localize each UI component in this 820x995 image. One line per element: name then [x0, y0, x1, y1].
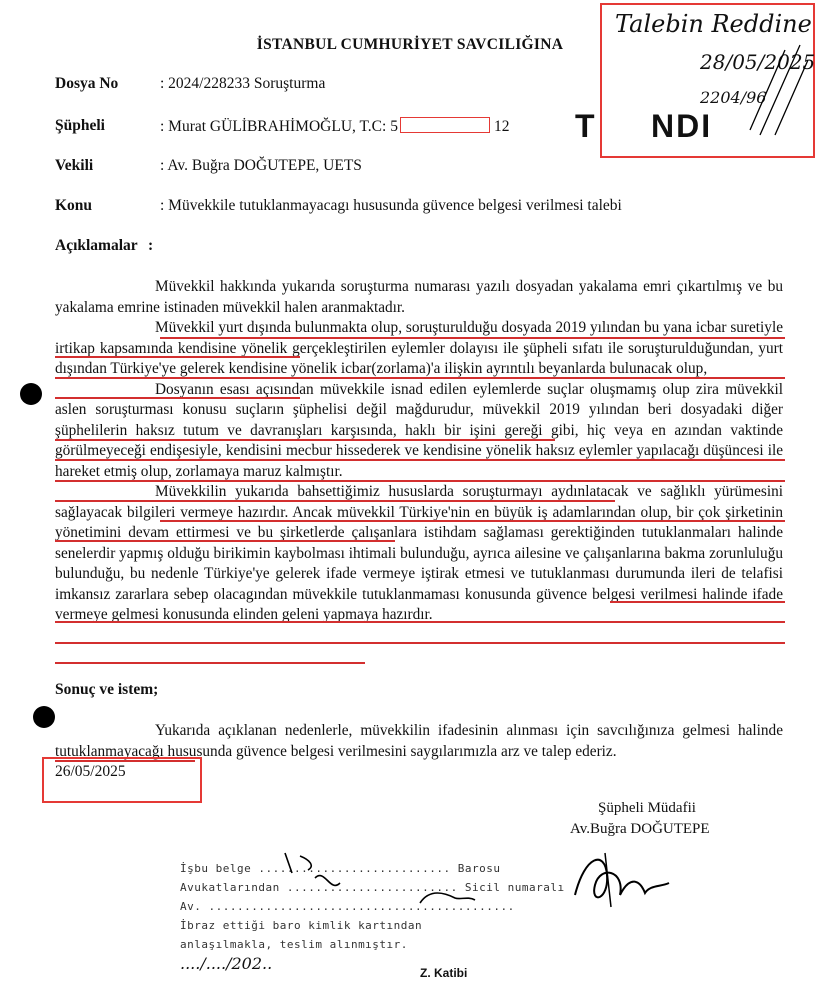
bar-stamp-handwriting-icon — [270, 848, 480, 923]
field-value-suspect — [160, 117, 509, 136]
conclusion-text: Yukarıda açıklanan nedenlerle, müvekkilin ifadesinin alınması için savcılığınıza gelmesi halinde tutuklanmayacağı hususunda güvence belgesi verilmesini saygılarımızla arz ve talep ederiz. — [55, 722, 783, 760]
field-label-file-no: Dosya No — [55, 75, 119, 92]
underline-mark — [55, 621, 785, 623]
bar-stamp-date: ..../..../202.. — [180, 954, 273, 973]
field-value-subject: : Müvekkile tutuklanmayacagı hususunda güvence belgesi verilmesi talebi — [160, 197, 622, 214]
underline-mark — [55, 500, 615, 502]
bar-stamp-line-3: Av. ........................................... — [180, 900, 515, 913]
bar-stamp-line-5: anlaşılmakla, teslim alınmıştır. — [180, 938, 408, 951]
bar-stamp-line-2: Avukatlarından ........................ Sicil numaralı — [180, 881, 565, 894]
field-value-file-no: : 2024/228233 Soruşturma — [160, 75, 326, 92]
paragraph-2: Müvekkil yurt dışında bulunmakta olup, soruşturulduğu dosyada 2019 yılından bu yana icbar suretiyle irtikap kapsamında kendisine yönelik gerçekleştirilen eylemler dolayısı ile şüpheli sıfatı ile soruşturulduğundan, yurt dışından Türkiye'ye gelerek kendisine yönelik icbar(zorlama)'a ilişkin ayrıntılı beyanlarda bulunacak olup, — [55, 319, 783, 377]
field-label-explanations: Açıklamalar — [55, 237, 138, 254]
paragraph-3: Dosyanın esası açısından müvekkile isnad edilen eylemlerde suçlar oluşmamış olup zira müvekkil aslen soruşturması konusu suçların şüphelisi değil mağdurudur, müvekkil 2019 yılından beri dosyadaki diğer şüphelilerin haksız tutum ve davranışları karşısında, haklı bir işini gereği gibi, hiç veya en azından vaktinde görülmeyeceği endişesiyle, kendisini mecbur hissederek ve kendisine yönelik haksız eylemler yapılacağı düşüncesi ile hareket etmiş olup, zorlamaya maruz kalmıştır. — [55, 380, 783, 480]
document-date: 26/05/2025 — [55, 763, 126, 780]
underline-mark — [55, 459, 785, 461]
suspect-id-suffix: 12 — [493, 118, 510, 135]
conclusion-heading: Sonuç ve istem; — [55, 681, 159, 698]
handwritten-signature-icon — [565, 845, 675, 915]
redaction-box — [400, 117, 490, 133]
field-label-suspect: Şüpheli — [55, 117, 105, 134]
body-text — [55, 277, 783, 626]
handwritten-reference: 2204/96 — [700, 88, 767, 107]
clerk-label: Z. Katibi — [420, 966, 468, 980]
underline-mark — [55, 480, 785, 482]
handwritten-decision: Talebin Reddine — [615, 10, 812, 38]
underline-mark — [55, 540, 395, 542]
handwritten-decision-date: 28/05/2025 — [700, 50, 816, 74]
paragraph-4: Müvekkilin yukarıda bahsettiğimiz hususlarda soruşturmayı aydınlatacak ve sağlıklı yürümesini sağlayacak bilgileri vermeye hazırdır. Ancak müvekkil Türkiye'nin en büyük iş adamlarından olup, bir çok şirketinin yönetimini devam ettirmesi ve bu şirketlerde çalışanlara istihdam sağlaması gerektiğinden tutuklanmaları halinde senelerdir yapmış olduğu birikimin kaybolması ihtimali bulunduğu, ayrıca ailesine ve çalışanlarına bakma zorunluluğu bulunduğu, bu nedenle Türkiye'ye gelerek ifade vermeye iştirak etmesi ve tutuklanması durumunda ileri de telafisi imkansız zararlara sebep olacagından müvekkile tutuklanmaması konusunda güvence belgesi verilmesi halinde ifade vermeye gelmesi konusunda elinden geleni yapmaya hazırdır. — [55, 483, 783, 623]
signature-title: Şüpheli Müdafii — [598, 800, 696, 816]
field-label-counsel: Vekili — [55, 157, 94, 174]
underline-mark — [55, 439, 555, 441]
received-stamp-partial: T NDI — [575, 108, 713, 144]
underline-mark — [55, 356, 300, 358]
field-label-subject: Konu — [55, 197, 93, 214]
margin-bullet — [33, 706, 55, 728]
document-title: İSTANBUL CUMHURİYET SAVCILIĞINA — [256, 36, 564, 53]
margin-bullet — [20, 383, 42, 405]
underline-mark — [160, 520, 785, 522]
underline-mark — [55, 377, 785, 379]
paragraph-1: Müvekkil hakkında yukarıda soruşturma numarası yazılı dosyadan yakalama emri çıkartılmış ve bu yakalama emrine istinaden müvekkil halen aranmaktadır. — [55, 278, 783, 316]
bar-stamp-line-4: İbraz ettiği baro kimlik kartından — [180, 919, 423, 932]
underline-mark — [55, 662, 365, 664]
underline-mark — [55, 397, 300, 399]
field-value-counsel: : Av. Buğra DOĞUTEPE, UETS — [160, 157, 362, 174]
underline-mark — [160, 337, 785, 339]
signature-name: Av.Buğra DOĞUTEPE — [570, 821, 710, 837]
field-value-explanations: : — [148, 237, 154, 254]
bar-stamp-line-1: İşbu belge ........................... Barosu — [180, 862, 501, 875]
suspect-name-prefix: : Murat GÜLİBRAHİMOĞLU, T.C: 5 — [160, 118, 398, 135]
handwritten-strokes-icon — [740, 40, 810, 140]
conclusion-body — [55, 721, 783, 762]
underline-mark — [610, 601, 785, 603]
underline-mark — [55, 642, 785, 644]
